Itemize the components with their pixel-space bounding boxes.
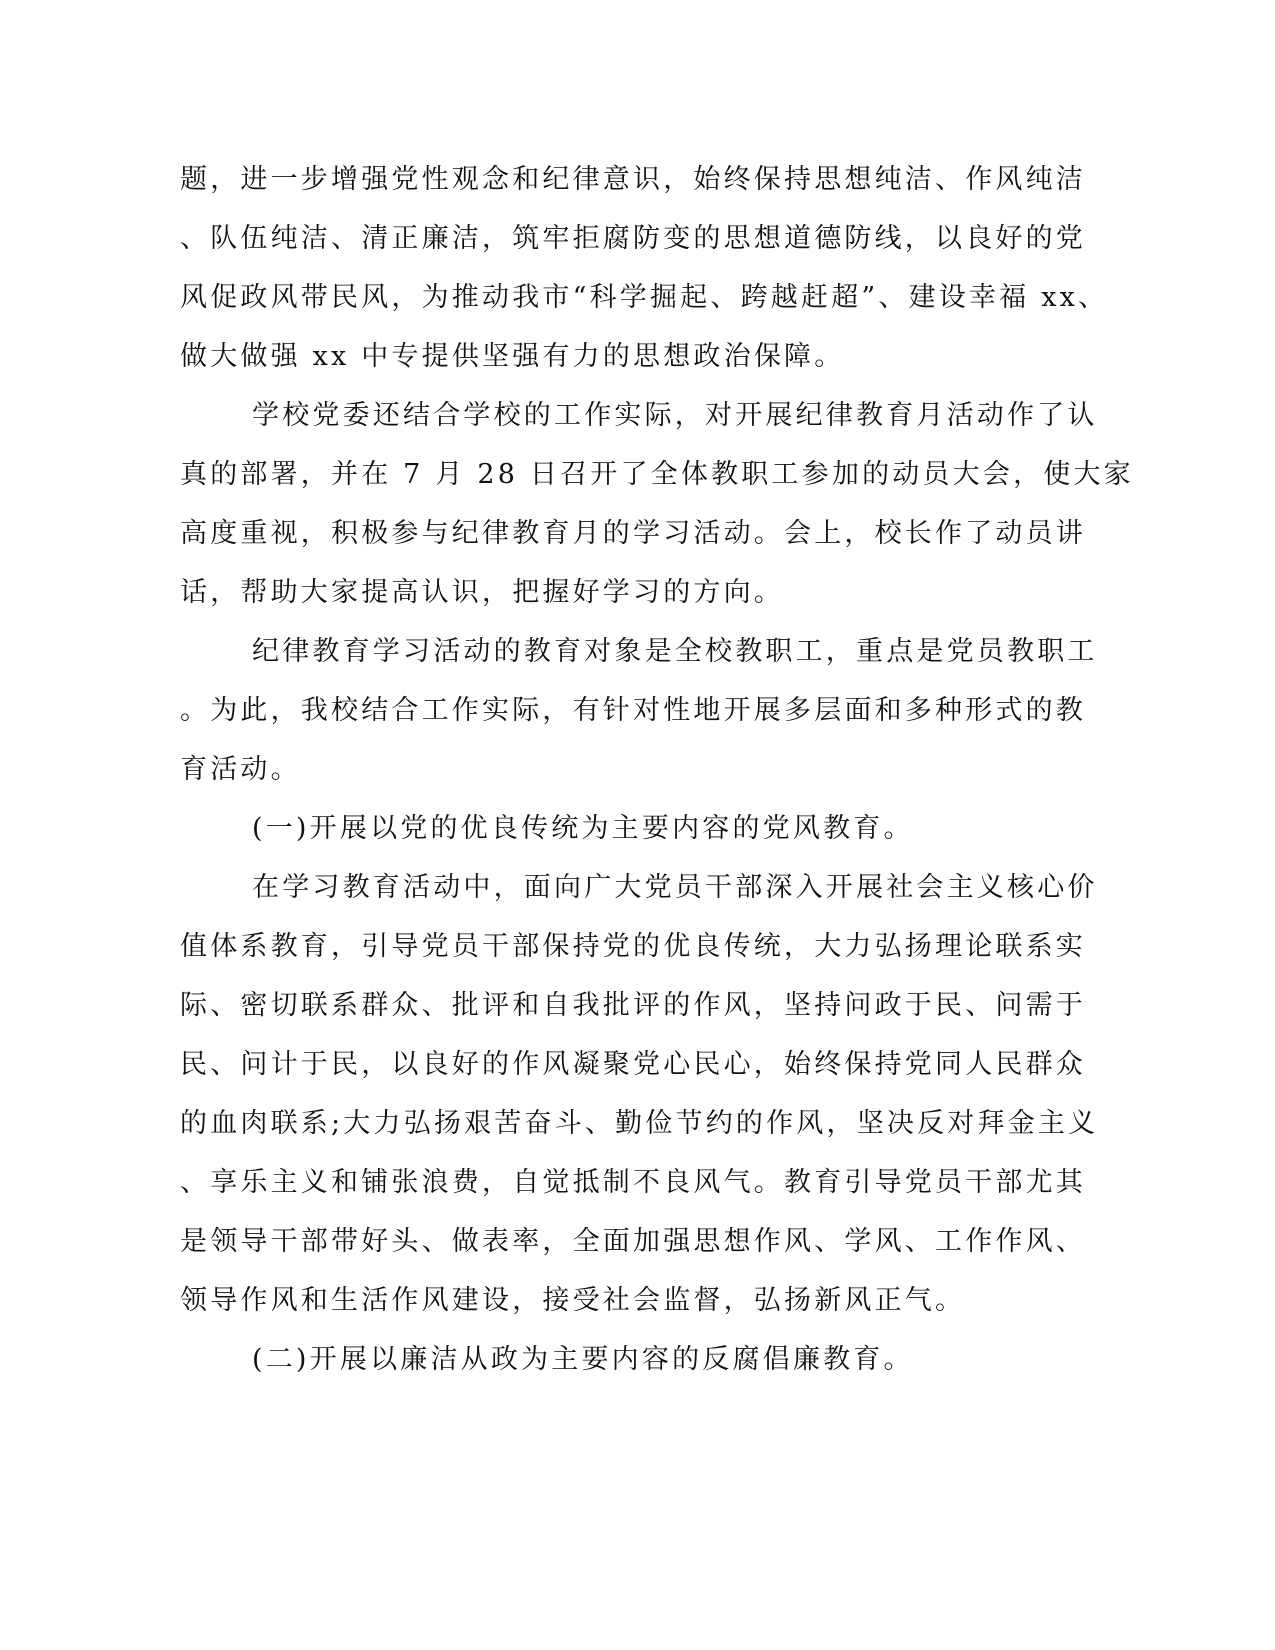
text-line: 学校党委还结合学校的工作实际，对开展纪律教育月活动作了认 — [252, 400, 1098, 431]
text-line: 领导作风和生活作风建设，接受社会监督，弘扬新风正气。 — [180, 1285, 966, 1316]
text-line: 的血肉联系;大力弘扬艰苦奋斗、勤俭节约的作风，坚决反对拜金主义 — [180, 1108, 1099, 1139]
text-line: 题，进一步增强党性观念和纪律意识，始终保持思想纯洁、作风纯洁 — [180, 164, 1086, 195]
text-line: 在学习教育活动中，面向广大党员干部深入开展社会主义核心价 — [252, 872, 1098, 903]
text-line: 纪律教育学习活动的教育对象是全校教职工，重点是党员教职工 — [252, 636, 1098, 667]
text-line: 高度重视，积极参与纪律教育月的学习活动。会上，校长作了动员讲 — [180, 518, 1086, 549]
text-line: 、队伍纯洁、清正廉洁，筑牢拒腐防变的思想道德防线，以良好的党 — [180, 223, 1086, 254]
text-line: 话，帮助大家提高认识，把握好学习的方向。 — [180, 577, 784, 608]
text-line: 。为此，我校结合工作实际，有针对性地开展多层面和多种形式的教 — [180, 695, 1086, 726]
text-line: 做大做强 xx 中专提供坚强有力的思想政治保障。 — [180, 341, 845, 372]
text-line: 、享乐主义和铺张浪费，自觉抵制不良风气。教育引导党员干部尤其 — [180, 1167, 1086, 1198]
text-line: 风促政风带民风，为推动我市“科学掘起、跨越赶超”、建设幸福 xx、 — [180, 282, 1109, 313]
section-heading: (一)开展以党的优良传统为主要内容的党风教育。 — [252, 813, 914, 844]
section-heading: (二)开展以廉洁从政为主要内容的反腐倡廉教育。 — [252, 1344, 914, 1375]
text-line: 值体系教育，引导党员干部保持党的优良传统，大力弘扬理论联系实 — [180, 931, 1086, 962]
text-line: 际、密切联系群众、批评和自我批评的作风，坚持问政于民、问需于 — [180, 990, 1086, 1021]
document-body — [180, 150, 1134, 1389]
text-line: 真的部署，并在 7 月 28 日召开了全体教职工参加的动员大会，使大家 — [180, 459, 1134, 490]
text-line: 育活动。 — [180, 754, 301, 785]
text-line: 民、问计于民，以良好的作风凝聚党心民心，始终保持党同人民群众 — [180, 1049, 1086, 1080]
text-line: 是领导干部带好头、做表率，全面加强思想作风、学风、工作作风、 — [180, 1226, 1086, 1257]
